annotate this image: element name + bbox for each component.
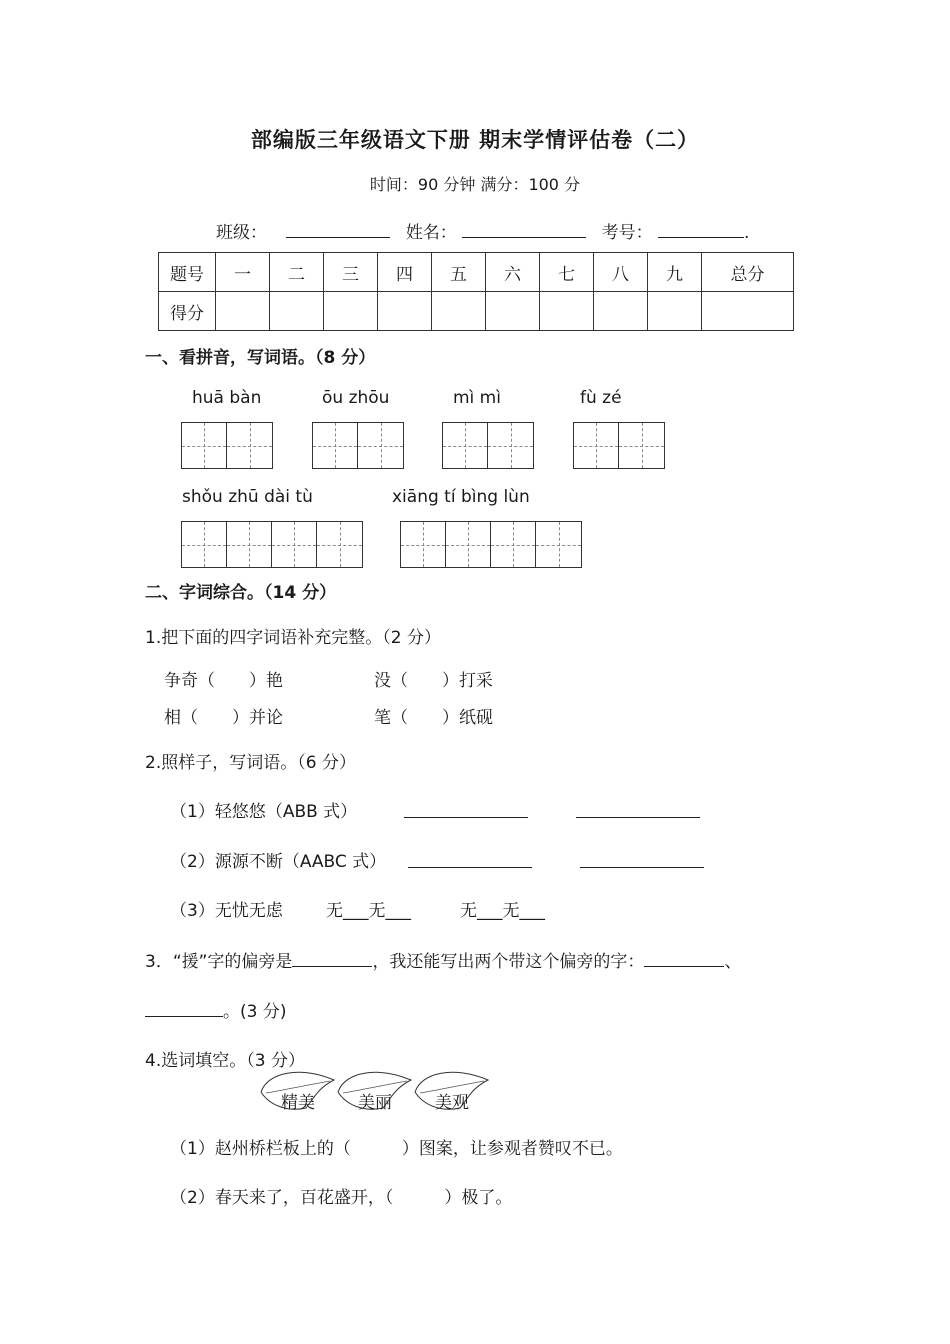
pinyin-1: huā bàn [192, 388, 262, 408]
table-cell: 题号 [159, 253, 216, 292]
number-label: 考号： [601, 223, 653, 243]
pinyin-3: mì mì [453, 388, 501, 408]
q2-item3-pattern-a[interactable]: 无___无___ [326, 901, 411, 921]
q3-line2 [145, 997, 286, 1022]
q4-item1: （1）赵州桥栏板上的（ ）图案，让参观者赞叹不已。 [170, 1139, 623, 1159]
answer-blank[interactable] [580, 850, 704, 868]
writing-grid[interactable] [181, 422, 273, 469]
table-cell: 三 [324, 253, 378, 292]
exam-time-score: 时间：90 分钟 满分：100 分 [369, 175, 581, 194]
score-cell[interactable] [648, 292, 702, 331]
idiom-item[interactable]: 笔（ ）纸砚 [374, 708, 493, 728]
word-leaf [335, 1068, 415, 1112]
leaf-word: 美观 [435, 1093, 469, 1113]
pinyin-4: fù zé [580, 388, 622, 408]
section2-heading: 二、字词综合。（14 分） [145, 583, 337, 603]
q4-item2: （2）春天来了，百花盛开，（ ）极了。 [170, 1188, 513, 1208]
table-cell: 得分 [159, 292, 216, 331]
writing-grid[interactable] [442, 422, 534, 469]
student-info-line [216, 218, 749, 243]
pinyin-2: ōu zhōu [322, 388, 390, 408]
q3-text: 、 [724, 952, 742, 972]
q2-item2: （2）源源不断（AABC 式） [170, 852, 387, 872]
answer-blank[interactable] [145, 999, 223, 1017]
answer-blank[interactable] [576, 800, 700, 818]
table-cell: 五 [432, 253, 486, 292]
table-cell: 九 [648, 253, 702, 292]
score-cell[interactable] [324, 292, 378, 331]
table-cell: 一 [216, 253, 270, 292]
table-cell: 总分 [702, 253, 794, 292]
page-title: 部编版三年级语文下册 期末学情评估卷（二） [250, 128, 700, 152]
score-cell[interactable] [378, 292, 432, 331]
table-cell: 四 [378, 253, 432, 292]
score-cell[interactable] [486, 292, 540, 331]
score-cell[interactable] [594, 292, 648, 331]
writing-grid[interactable] [181, 521, 363, 568]
writing-grid[interactable] [573, 422, 665, 469]
leaf-word: 精美 [281, 1093, 315, 1113]
class-label: 班级： [216, 223, 267, 243]
answer-blank[interactable] [408, 850, 532, 868]
q2-item3: （3）无忧无虑 [170, 901, 283, 921]
answer-blank[interactable] [292, 949, 372, 967]
q2-item3-pattern-b[interactable]: 无___无___ [460, 901, 545, 921]
score-table [158, 252, 794, 331]
answer-blank[interactable] [404, 800, 528, 818]
q4-title: 4.选词填空。（3 分） [145, 1051, 305, 1071]
q3-text: 。(3 分) [223, 1002, 287, 1022]
word-leaf [258, 1068, 338, 1112]
word-leaf [412, 1068, 492, 1112]
table-cell: 二 [270, 253, 324, 292]
table-row [159, 292, 794, 331]
writing-grid[interactable] [400, 521, 582, 568]
pinyin-6: xiāng tí bìng lùn [392, 487, 530, 507]
idiom-item[interactable]: 没（ ）打采 [374, 671, 493, 691]
pinyin-5: shǒu zhū dài tù [182, 487, 313, 507]
table-cell: 八 [594, 253, 648, 292]
number-end: . [744, 223, 750, 243]
q2-title: 2.照样子，写词语。（6 分） [145, 753, 356, 773]
answer-blank[interactable] [644, 949, 724, 967]
section1-heading: 一、看拼音，写词语。（8 分） [145, 348, 376, 368]
q1-title: 1.把下面的四字词语补充完整。（2 分） [145, 628, 441, 648]
number-blank[interactable] [658, 220, 744, 238]
idiom-item[interactable]: 相（ ）并论 [164, 708, 283, 728]
table-row [159, 253, 794, 292]
name-label: 姓名： [405, 223, 457, 243]
leaf-word: 美丽 [358, 1093, 392, 1113]
idiom-item[interactable]: 争奇（ ）艳 [164, 671, 283, 691]
q3-text: ，我还能写出两个带这个偏旁的字： [372, 952, 645, 972]
score-cell[interactable] [702, 292, 794, 331]
score-cell[interactable] [540, 292, 594, 331]
table-cell: 六 [486, 253, 540, 292]
score-cell[interactable] [270, 292, 324, 331]
class-blank[interactable] [286, 220, 390, 238]
writing-grid[interactable] [312, 422, 404, 469]
q2-item1: （1）轻悠悠（ABB 式） [170, 802, 358, 822]
score-cell[interactable] [432, 292, 486, 331]
q3-text: 3．“援”字的偏旁是 [145, 952, 293, 972]
table-cell: 七 [540, 253, 594, 292]
q3-line1 [145, 947, 741, 972]
name-blank[interactable] [462, 220, 586, 238]
score-cell[interactable] [216, 292, 270, 331]
